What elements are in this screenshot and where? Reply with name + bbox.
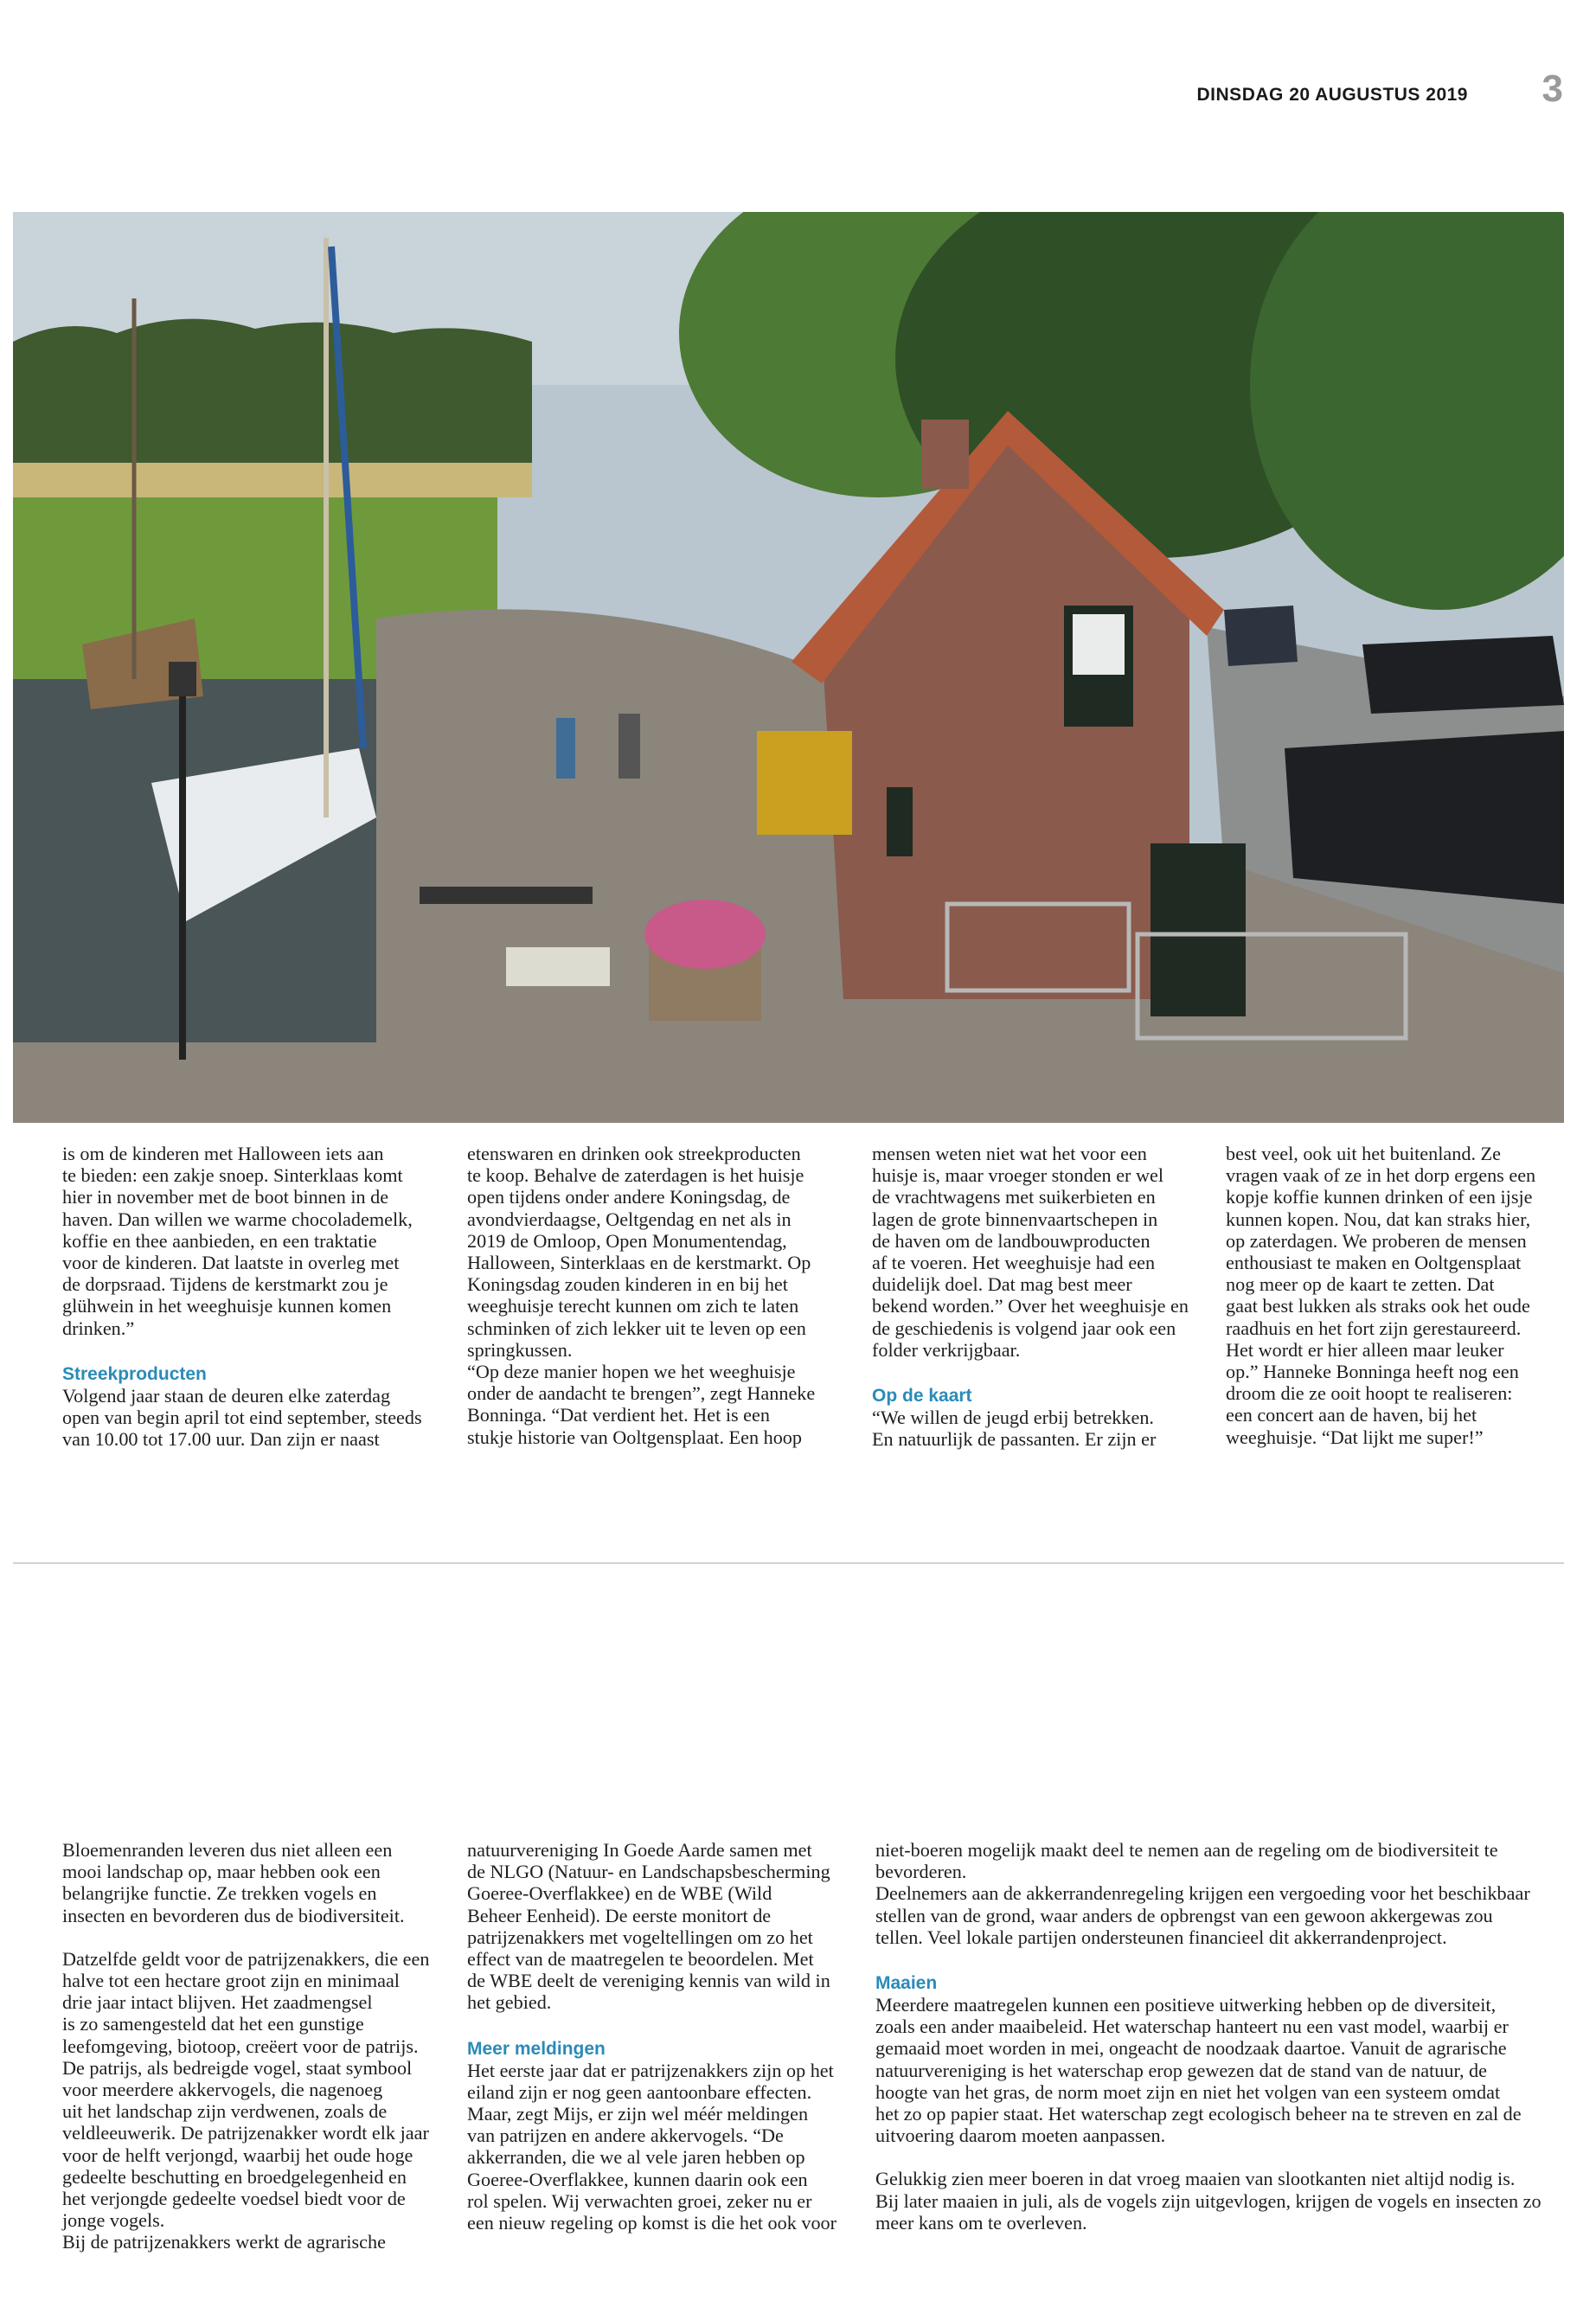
paragraph: “Op deze manier hopen we het weeghuisje onder de aandacht te brengen”, zegt Hanneke Bonninga. “Dat verdient het. Het is een stukje historie van Ooltgensplaat. Een hoop xyxy=(467,1361,816,1448)
subheading-maaien: Maaien xyxy=(875,1973,938,1994)
top-column-1 xyxy=(62,1143,426,1450)
paragraph: Volgend jaar staan de deuren elke zaterdag open van begin april tot eind september, steeds van 10.00 tot 17.00 uur. Dan zijn er naast xyxy=(62,1384,422,1451)
page-number: 3 xyxy=(1542,67,1563,110)
paragraph: Bloemenranden leveren dus niet alleen een mooi landschap op, maar hebben ook een belangrijke functie. Ze trekken vogels en insecten en bevorderen dus de biodiversiteit. xyxy=(62,1839,405,1926)
paragraph: natuurvereniging In Goede Aarde samen met de NLGO (Natuur- en Landschapsbescherming Goeree-Overflakkee) en de WBE (Wild Beheer Eenheid). De eerste monitort de patrijzenakkers met vogeltellingen om zo het effect van de maatregelen te beoordelen. Met de WBE deelt de vereniging kennis van wild in het gebied. xyxy=(467,1839,830,2014)
paragraph: best veel, ook uit het buitenland. Ze vragen vaak of ze in het dorp ergens een kopje koffie kunnen drinken of een ijsje kunnen kopen. Nou, dat kan straks hier, op zaterdagen. We proberen de mensen enthousiast te maken en Ooltgensplaat nog meer op de kaart te zetten. Dat gaat best lukken als straks ook het oude raadhuis en het fort zijn gerestaureerd. Het wordt er hier alleen maar leuker op.” Hanneke Bonninga heeft nog een droom die ze ooit hoopt te realiseren: een concert aan de haven, bij het weeghuisje. “Dat lijkt me super!” xyxy=(1226,1143,1536,1448)
subheading-streekproducten: Streekproducten xyxy=(62,1363,207,1384)
paragraph: Meerdere maatregelen kunnen een positieve uitwerking hebben op de diversiteit, zoals een ander maaibeleid. Het waterschap hanteert nu een vast model, waarbij er gemaaid moet worden in mei, ongeacht de noodzaak daartoe. Vanuit de agrarische natuurvereniging is het waterschap erop gewezen dat de stand van de natuur, de hoogte van het gras, de norm moet zijn en niet het volgen van een systeem omdat het zo op papier staat. Het waterschap zegt ecologisch beheer na te streven en zal de uitvoering daarom moeten aanpassen. xyxy=(875,1994,1522,2147)
paragraph: niet-boeren mogelijk maakt deel te nemen aan de regeling om de biodiversiteit te bevorderen. xyxy=(875,1839,1498,1883)
paragraph: Bij de patrijzenakkers werkt de agrarische xyxy=(62,2231,386,2253)
subheading-meer-meldingen: Meer meldingen xyxy=(467,2038,606,2059)
subheading-op-de-kaart: Op de kaart xyxy=(872,1386,972,1407)
paragraph: mensen weten niet wat het voor een huisje is, maar vroeger stonden er wel de vrachtwagens met suikerbieten en lagen de grote binnenvaartschepen in de haven om de landbouwproducten af te voeren. Het weeghuisje had een duidelijk doel. Dat mag best meer bekend worden.” Over het weeghuisje en de geschiedenis is volgend jaar ook een folder verkrijgbaar. xyxy=(872,1143,1189,1361)
top-column-2 xyxy=(467,1143,830,1448)
paragraph: “We willen de jeugd erbij betrekken. En natuurlijk de passanten. Er zijn er xyxy=(872,1407,1157,1451)
bottom-column-1 xyxy=(62,1839,460,2253)
paragraph: Het eerste jaar dat er patrijzenakkers zijn op het eiland zijn er nog geen aantoonbare effecten. Maar, zegt Mijs, er zijn wel méér meldingen van patrijzen en andere akkervogels. “De akkerranden, die we al vele jaren hebben op Goeree-Overflakkee, kunnen daarin ook een rol spelen. Wij verwachten groei, zeker nu er een nieuw regeling op komst is die het ook voor xyxy=(467,2059,837,2234)
paragraph: Datzelfde geldt voor de patrijzenakkers, die een halve tot een hectare groot zijn en minimaal drie jaar intact blijven. Het zaadmengsel is zo samengesteld dat het een gunstige leefomgeving, biotoop, creëert voor de patrijs. De patrijs, als bedreigde vogel, staat symbool voor meerdere akkervogels, die nagenoeg uit het landschap zijn verdwenen, zoals de veldleeuwerik. De patrijzenakker wordt elk jaar voor de helft verjongd, waarbij het oude hoge gedeelte beschutting en broedgelegenheid en het verjongde gedeelte voedsel biedt voor de jonge vogels. xyxy=(62,1947,430,2232)
weeghuisje-photo-illustration xyxy=(13,212,1564,1123)
paragraph: is om de kinderen met Halloween iets aan te bieden: een zakje snoep. Sinterklaas komt hier in november met de boot binnen in de haven. Dan willen we warme chocolademelk, koffie en thee aanbieden, en een traktatie voor de kinderen. Dat laatste in overleg met de dorpsraad. Tijdens de kerstmarkt zou je glühwein in het weeghuisje kunnen komen drinken.” xyxy=(62,1143,413,1339)
paragraph: etenswaren en drinken ook streekproducten te koop. Behalve de zaterdagen is het huisje open tijdens onder andere Koningsdag, de avondvierdaagse, Oeltgendag en net als in 2019 de Omloop, Open Monumentendag, Halloween, Sinterklaas en de kerstmarkt. Op Koningsdag zouden kinderen in en bij het weeghuisje terecht kunnen om zich te laten schminken of zich lekker uit te leven op een springkussen. xyxy=(467,1143,811,1361)
paragraph: Deelnemers aan de akkerrandenregeling krijgen een vergoeding voor het beschikbaar stellen van de grond, waar anders de opbrengst van een gewoon akkergewas zou tellen. Veel lokale partijen ondersteunen financieel dit akkerrandenproject. xyxy=(875,1882,1530,1948)
top-column-4 xyxy=(1226,1143,1572,1448)
paragraph: Gelukkig zien meer boeren in dat vroeg maaien van slootkanten niet altijd nodig is. Bij later maaien in juli, als de vogels zijn uitgevlogen, krijgen de vogels en insecten zo meer kans om te overleven. xyxy=(875,2168,1542,2234)
top-column-3 xyxy=(872,1143,1218,1450)
section-divider xyxy=(13,1562,1564,1564)
article-photo xyxy=(13,212,1564,1123)
bottom-column-2 xyxy=(467,1839,865,2234)
bottom-column-3 xyxy=(875,1839,1572,2234)
page-date: DINSDAG 20 AUGUSTUS 2019 xyxy=(1196,85,1468,105)
